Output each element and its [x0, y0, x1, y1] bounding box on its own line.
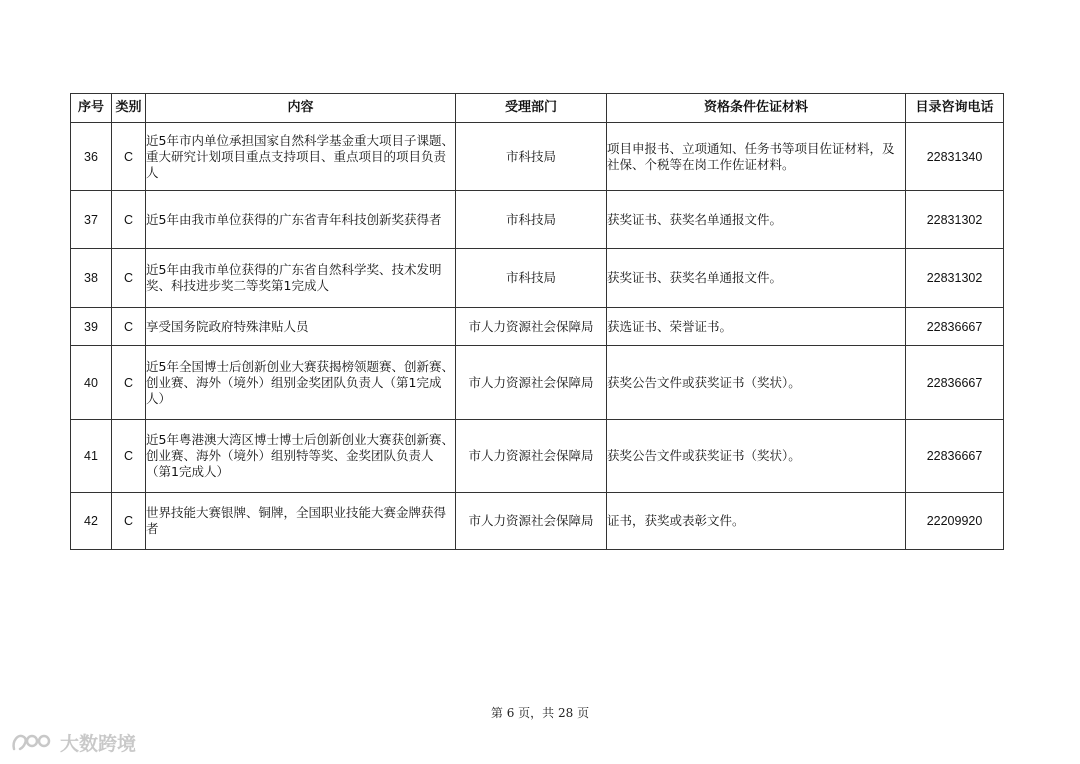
row-category: C [112, 346, 146, 420]
row-material: 证书，获奖或表彰文件。 [607, 493, 906, 550]
row-material: 获奖公告文件或获奖证书（奖状）。 [607, 420, 906, 493]
row-phone: 22831302 [906, 249, 1004, 308]
row-phone: 22836667 [906, 420, 1004, 493]
watermark-text: 大数跨境 [60, 732, 137, 755]
header-category: 类别 [112, 94, 146, 123]
row-category: C [112, 249, 146, 308]
page-number: 第 6 页，共 28 页 [490, 706, 590, 720]
row-category: C [112, 123, 146, 191]
row-content: 世界技能大赛银牌、铜牌，全国职业技能大赛金牌获得者 [146, 493, 456, 550]
table-row [71, 123, 1004, 191]
row-material: 获选证书、荣誉证书。 [607, 308, 906, 346]
row-department: 市科技局 [456, 123, 607, 191]
row-no: 38 [71, 249, 112, 308]
row-category: C [112, 308, 146, 346]
table-row [71, 191, 1004, 249]
row-department: 市人力资源社会保障局 [456, 420, 607, 493]
row-content: 享受国务院政府特殊津贴人员 [146, 308, 456, 346]
row-category: C [112, 420, 146, 493]
table-row [71, 308, 1004, 346]
talent-table [70, 93, 1004, 550]
row-content: 近5年市内单位承担国家自然科学基金重大项目子课题、重大研究计划项目重点支持项目、重点项目的项目负责人 [146, 123, 456, 191]
row-no: 36 [71, 123, 112, 191]
row-department: 市科技局 [456, 191, 607, 249]
header-no: 序号 [71, 94, 112, 123]
row-category: C [112, 493, 146, 550]
row-no: 37 [71, 191, 112, 249]
logo-icon [10, 729, 54, 755]
row-phone: 22836667 [906, 346, 1004, 420]
table-row [71, 346, 1004, 420]
row-content: 近5年全国博士后创新创业大赛获揭榜领题赛、创新赛、创业赛、海外（境外）组别金奖团队负责人（第1完成人） [146, 346, 456, 420]
header-phone: 目录咨询电话 [906, 94, 1004, 123]
row-department: 市科技局 [456, 249, 607, 308]
row-no: 42 [71, 493, 112, 550]
table-row [71, 493, 1004, 550]
row-material: 获奖证书、获奖名单通报文件。 [607, 191, 906, 249]
table-row [71, 420, 1004, 493]
row-no: 41 [71, 420, 112, 493]
watermark [10, 727, 136, 757]
row-category: C [112, 191, 146, 249]
row-content: 近5年由我市单位获得的广东省自然科学奖、技术发明奖、科技进步奖二等奖第1完成人 [146, 249, 456, 308]
row-phone: 22836667 [906, 308, 1004, 346]
row-phone: 22831340 [906, 123, 1004, 191]
row-department: 市人力资源社会保障局 [456, 493, 607, 550]
header-content: 内容 [146, 94, 456, 123]
row-department: 市人力资源社会保障局 [456, 346, 607, 420]
row-phone: 22831302 [906, 191, 1004, 249]
table-row [71, 249, 1004, 308]
row-no: 40 [71, 346, 112, 420]
row-material: 获奖公告文件或获奖证书（奖状）。 [607, 346, 906, 420]
row-no: 39 [71, 308, 112, 346]
row-material: 获奖证书、获奖名单通报文件。 [607, 249, 906, 308]
row-material: 项目申报书、立项通知、任务书等项目佐证材料，及社保、个税等在岗工作佐证材料。 [607, 123, 906, 191]
header-department: 受理部门 [456, 94, 607, 123]
header-material: 资格条件佐证材料 [607, 94, 906, 123]
row-content: 近5年粤港澳大湾区博士博士后创新创业大赛获创新赛、创业赛、海外（境外）组别特等奖、金奖团队负责人（第1完成人） [146, 420, 456, 493]
row-department: 市人力资源社会保障局 [456, 308, 607, 346]
row-content: 近5年由我市单位获得的广东省青年科技创新奖获得者 [146, 191, 456, 249]
table-header-row [71, 94, 1004, 123]
row-phone: 22209920 [906, 493, 1004, 550]
